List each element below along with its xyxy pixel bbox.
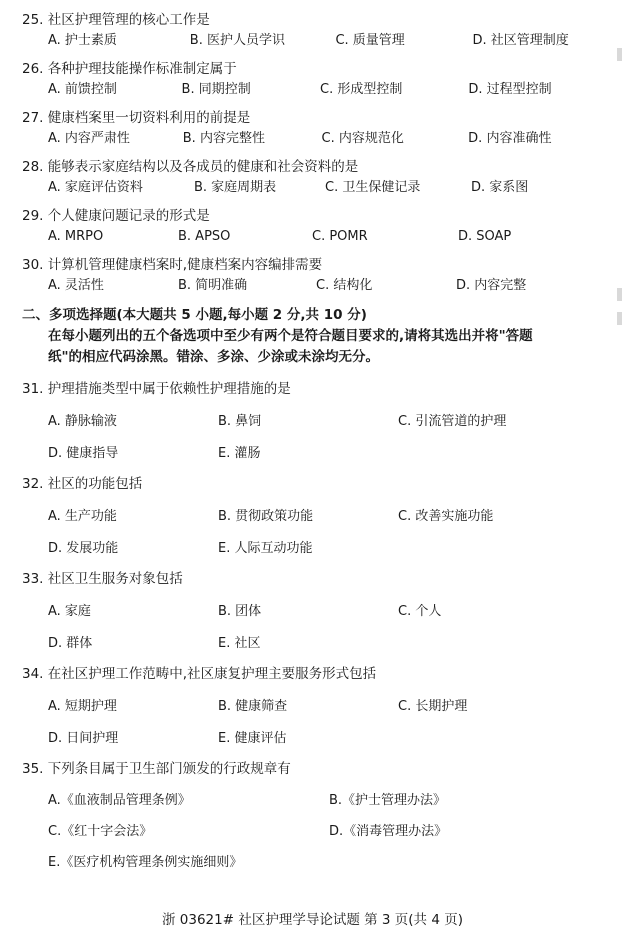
option-e[interactable]: E. 社区 xyxy=(218,636,261,651)
option-b[interactable]: B. 内容完整性 xyxy=(182,131,265,146)
option-a[interactable]: A.《血液制品管理条例》 xyxy=(48,793,191,808)
option-d[interactable]: D. 日间护理 xyxy=(48,731,119,746)
question-options-row-2 xyxy=(22,444,597,463)
question-30 xyxy=(22,255,597,295)
question-options xyxy=(22,80,597,99)
option-d[interactable]: D. SOAP xyxy=(458,229,512,244)
page-footer: 浙 03621# 社区护理学导论试题 第 3 页(共 4 页) xyxy=(161,912,463,928)
question-options-row-1 xyxy=(22,791,597,810)
question-32 xyxy=(22,474,597,558)
question-options-row-2 xyxy=(22,822,597,841)
option-a[interactable]: A. 家庭评估资料 xyxy=(48,180,143,195)
option-d[interactable]: D. 社区管理制度 xyxy=(472,33,569,48)
question-29 xyxy=(22,206,597,246)
option-d[interactable]: D.《消毒管理办法》 xyxy=(329,824,448,839)
question-stem: 26. 各种护理技能操作标准制定属于 xyxy=(22,61,237,77)
question-options-row-2 xyxy=(22,634,597,653)
question-35 xyxy=(22,759,597,872)
section-two-instruction-line1: 在每小题列出的五个备选项中至少有两个是符合题目要求的,请将其选出并将"答题 xyxy=(48,328,533,344)
question-stem: 31. 护理措施类型中属于依赖性护理措施的是 xyxy=(22,381,291,397)
option-b[interactable]: B. APSO xyxy=(178,229,231,244)
question-options xyxy=(22,276,597,295)
scan-edge-mark xyxy=(617,312,622,325)
question-25 xyxy=(22,10,597,50)
option-e[interactable]: E. 健康评估 xyxy=(218,731,287,746)
option-c[interactable]: C. 卫生保健记录 xyxy=(325,180,421,195)
option-c[interactable]: C. 引流管道的护理 xyxy=(398,414,507,429)
question-options-row-1 xyxy=(22,697,597,716)
question-options-row-3 xyxy=(22,853,597,872)
option-b[interactable]: B. 健康筛查 xyxy=(218,699,288,714)
question-stem: 35. 下列条目属于卫生部门颁发的行政规章有 xyxy=(22,761,291,777)
option-c[interactable]: C. 内容规范化 xyxy=(321,131,404,146)
option-c[interactable]: C. 形成型控制 xyxy=(320,82,403,97)
question-options xyxy=(22,31,597,50)
option-a[interactable]: A. 灵活性 xyxy=(48,278,104,293)
option-d[interactable]: D. 发展功能 xyxy=(48,541,119,556)
question-stem: 25. 社区护理管理的核心工作是 xyxy=(22,12,210,28)
option-b[interactable]: B. 家庭周期表 xyxy=(194,180,277,195)
question-options-row-2 xyxy=(22,729,597,748)
question-options-row-1 xyxy=(22,507,597,526)
question-28 xyxy=(22,157,597,197)
scan-edge-mark xyxy=(617,288,622,301)
section-two-instruction-line2: 纸"的相应代码涂黑。错涂、多涂、少涂或未涂均无分。 xyxy=(48,349,380,365)
option-e[interactable]: E. 灌肠 xyxy=(218,446,261,461)
option-c[interactable]: C. 长期护理 xyxy=(398,699,468,714)
option-e[interactable]: E.《医疗机构管理条例实施细则》 xyxy=(48,855,243,870)
question-stem: 28. 能够表示家庭结构以及各成员的健康和社会资料的是 xyxy=(22,159,359,175)
option-b[interactable]: B. 简明准确 xyxy=(178,278,248,293)
option-e[interactable]: E. 人际互动功能 xyxy=(218,541,313,556)
exam-content xyxy=(22,10,597,872)
option-a[interactable]: A. 短期护理 xyxy=(48,699,117,714)
option-b[interactable]: B. 医护人员学识 xyxy=(189,33,285,48)
option-c[interactable]: C. 结构化 xyxy=(316,278,373,293)
question-options xyxy=(22,129,597,148)
option-b[interactable]: B. 贯彻政策功能 xyxy=(218,509,314,524)
option-d[interactable]: D. 内容准确性 xyxy=(468,131,552,146)
question-stem: 32. 社区的功能包括 xyxy=(22,476,143,492)
option-b[interactable]: B. 团体 xyxy=(218,604,262,619)
question-31 xyxy=(22,379,597,463)
option-d[interactable]: D. 群体 xyxy=(48,636,93,651)
option-b[interactable]: B. 同期控制 xyxy=(181,82,251,97)
question-stem: 34. 在社区护理工作范畴中,社区康复护理主要服务形式包括 xyxy=(22,666,377,682)
option-b[interactable]: B.《护士管理办法》 xyxy=(329,793,447,808)
option-a[interactable]: A. 前馈控制 xyxy=(48,82,117,97)
option-a[interactable]: A. 生产功能 xyxy=(48,509,117,524)
question-stem: 30. 计算机管理健康档案时,健康档案内容编排需要 xyxy=(22,257,323,273)
option-c[interactable]: C. 改善实施功能 xyxy=(398,509,494,524)
option-d[interactable]: D. 内容完整 xyxy=(456,278,527,293)
option-d[interactable]: D. 过程型控制 xyxy=(468,82,552,97)
scan-edge-mark xyxy=(617,48,622,61)
question-options xyxy=(22,178,597,197)
question-34 xyxy=(22,664,597,748)
question-options xyxy=(22,227,597,246)
option-a[interactable]: A. 静脉输液 xyxy=(48,414,117,429)
question-stem: 27. 健康档案里一切资料利用的前提是 xyxy=(22,110,251,126)
section-two-title: 二、多项选择题(本大题共 5 小题,每小题 2 分,共 10 分) xyxy=(22,307,367,323)
question-27 xyxy=(22,108,597,148)
option-c[interactable]: C. 个人 xyxy=(398,604,442,619)
option-d[interactable]: D. 健康指导 xyxy=(48,446,119,461)
question-stem: 29. 个人健康问题记录的形式是 xyxy=(22,208,210,224)
question-26 xyxy=(22,59,597,99)
option-d[interactable]: D. 家系图 xyxy=(471,180,529,195)
option-a[interactable]: A. MRPO xyxy=(48,229,104,244)
question-options-row-2 xyxy=(22,539,597,558)
option-c[interactable]: C. POMR xyxy=(312,229,368,244)
option-c[interactable]: C.《红十字会法》 xyxy=(48,824,153,839)
option-b[interactable]: B. 鼻饲 xyxy=(218,414,262,429)
question-options-row-1 xyxy=(22,412,597,431)
option-a[interactable]: A. 内容严肃性 xyxy=(48,131,130,146)
question-options-row-1 xyxy=(22,602,597,621)
option-a[interactable]: A. 护士素质 xyxy=(48,33,117,48)
option-a[interactable]: A. 家庭 xyxy=(48,604,91,619)
option-c[interactable]: C. 质量管理 xyxy=(335,33,405,48)
question-33 xyxy=(22,569,597,653)
question-stem: 33. 社区卫生服务对象包括 xyxy=(22,571,183,587)
